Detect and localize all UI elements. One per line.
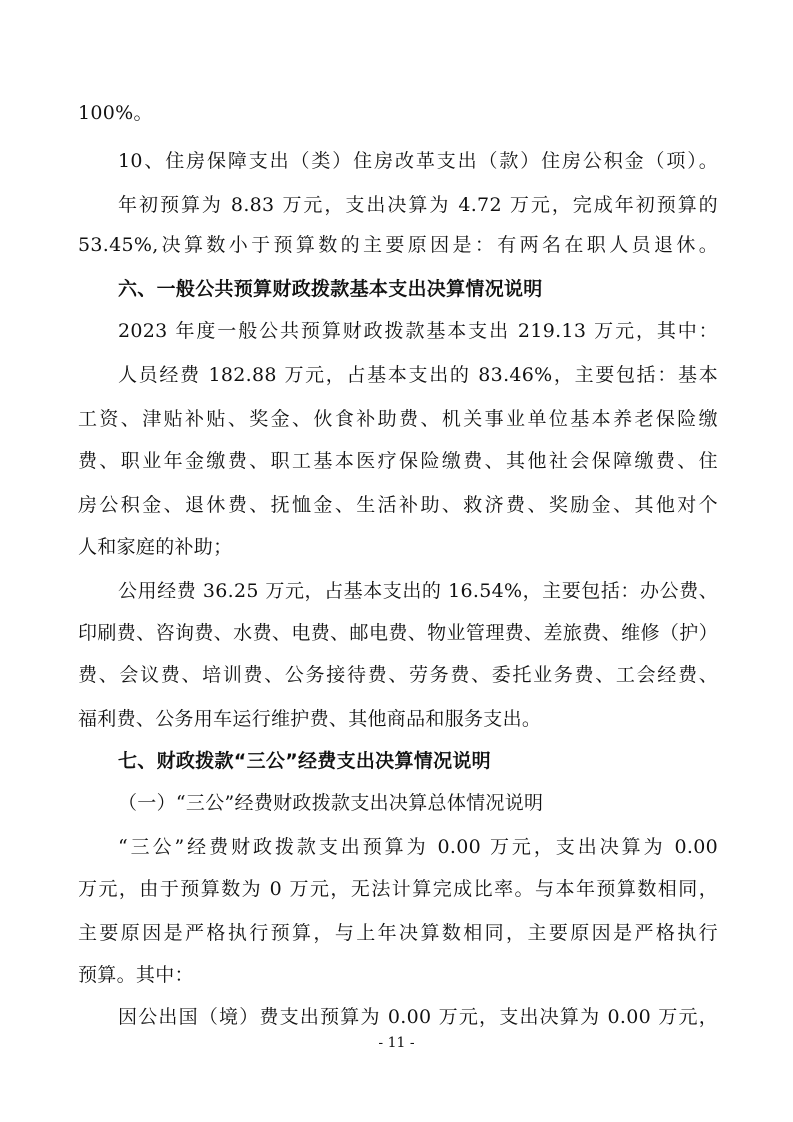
section-heading-7: 七、财政拨款“三公”经费支出决算情况说明 xyxy=(118,750,491,772)
text-line: 费、会议费、培训费、公务接待费、劳务费、委托业务费、工会经费、 xyxy=(78,664,718,686)
text-line: 预算。其中： xyxy=(78,964,194,986)
text-line: 人员经费 182.88 万元，占基本支出的 83.46%，主要包括：基本 xyxy=(118,364,718,386)
text-line: 因公出国（境）费支出预算为 0.00 万元，支出决算为 0.00 万元， xyxy=(118,1006,718,1028)
text-line: 100%。 xyxy=(78,102,153,124)
text-line: 10、住房保障支出（类）住房改革支出（款）住房公积金（项）。 xyxy=(118,150,718,172)
text-line: 人和家庭的补助； xyxy=(78,536,233,558)
text-line: “三公”经费财政拨款支出预算为 0.00 万元，支出决算为 0.00 xyxy=(118,836,718,858)
text-line: 印刷费、咨询费、水费、电费、邮电费、物业管理费、差旅费、维修（护） xyxy=(78,622,718,644)
section-heading-6: 六、一般公共预算财政拨款基本支出决算情况说明 xyxy=(118,278,543,300)
subsection-heading: （一）“三公”经费财政拨款支出决算总体情况说明 xyxy=(118,792,544,814)
text-line: 公用经费 36.25 万元，占基本支出的 16.54%，主要包括：办公费、 xyxy=(118,580,718,602)
text-line: 福利费、公务用车运行维护费、其他商品和服务支出。 xyxy=(78,708,542,730)
text-line: 53.45%,决算数小于预算数的主要原因是：有两名在职人员退休。 xyxy=(78,234,718,256)
text-line: 费、职业年金缴费、职工基本医疗保险缴费、其他社会保障缴费、住 xyxy=(78,450,718,472)
text-line: 年初预算为 8.83 万元，支出决算为 4.72 万元，完成年初预算的 xyxy=(118,194,718,216)
text-line: 主要原因是严格执行预算，与上年决算数相同，主要原因是严格执行 xyxy=(78,922,718,944)
text-line: 工资、津贴补贴、奖金、伙食补助费、机关事业单位基本养老保险缴 xyxy=(78,408,718,430)
page-number: - 11 - xyxy=(378,1035,415,1051)
text-line: 房公积金、退休费、抚恤金、生活补助、救济费、奖励金、其他对个 xyxy=(78,494,718,516)
text-line: 万元，由于预算数为 0 万元，无法计算完成比率。与本年预算数相同， xyxy=(78,878,718,900)
text-line: 2023 年度一般公共预算财政拨款基本支出 219.13 万元，其中： xyxy=(118,320,718,342)
